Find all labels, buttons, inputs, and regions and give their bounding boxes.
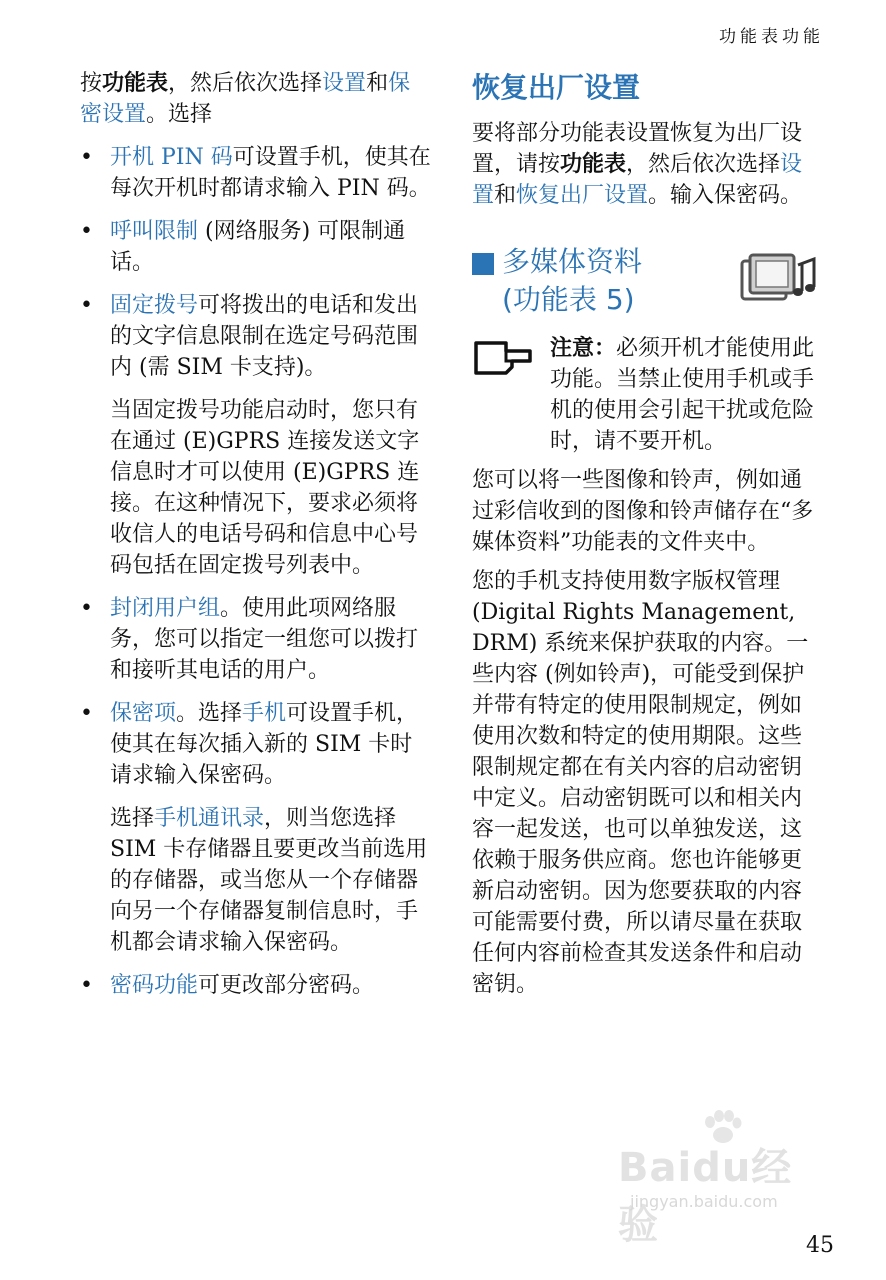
watermark-logo: Baidu经验: [618, 1145, 793, 1248]
menu-keyword: 功能表: [102, 70, 169, 96]
intro-paragraph: [80, 68, 432, 130]
note-text: [550, 333, 822, 457]
restore-paragraph: [472, 118, 822, 211]
restore-section-title: 恢复出厂设置: [472, 71, 641, 104]
security-level-text-2: 可设置手机，使其在每次插入新的 SIM 卡时请求输入保密码。: [110, 701, 419, 788]
security-settings-link[interactable]: 保密设置: [80, 71, 411, 127]
gallery-title: 多媒体资料: [502, 245, 643, 278]
list-item-pin: [80, 142, 432, 204]
pin-code-desc: 可设置手机，使其在每次开机时都请求输入 PIN 码。: [110, 145, 431, 201]
intro-text-4: 。选择: [146, 102, 213, 127]
gallery-paragraph-1: 您可以将一些图像和铃声，例如通过彩信收到的图像和铃声储存在“多媒体资料”功能表的文件夹中。: [472, 468, 814, 555]
call-barring-link[interactable]: 呼叫限制: [110, 219, 199, 244]
watermark-url: jingyan.baidu.com: [630, 1192, 778, 1211]
phone-contacts-link[interactable]: 手机通讯录: [154, 806, 265, 831]
security-note-text-2: ，则当您选择 SIM 卡存储器且要更改当前选用的存储器，或当您从一个存储器向另一个存储器复制信息时，手机都会请求输入保密码。: [110, 806, 428, 955]
gallery-paragraph-2: 您的手机支持使用数字版权管理 (Digital Rights Management, DRM) 系统来保护获取的内容。一些内容 (例如铃声)，可能受到保护并带有特定的使用限制规定，例如使用次数和特定的使用期限。这些限制规定都在有关内容的启动密钥中定义。启动密钥既可以和相关内容一起发送，也可以单独发送，这依赖于服务供应商。您也许能够更新启动密钥。因为您要获取的内容可能需要付费，所以请尽量在获取任何内容前检查其发送条件和启动密钥。: [472, 569, 809, 997]
intro-text-2: ，然后依次选择: [168, 71, 323, 96]
access-codes-desc: 可更改部分密码。: [198, 973, 375, 998]
restore-text-1: 要将部分功能表设置恢复为出厂设置，请按: [472, 121, 803, 177]
gallery-heading: [472, 247, 822, 325]
fixed-dialing-link[interactable]: 固定拨号: [110, 293, 199, 318]
call-barring-desc: (网络服务) 可限制通话。: [110, 219, 406, 275]
baidu-watermark: [618, 1136, 828, 1248]
fixed-dialing-desc: 可将拨出的电话和发出的文字信息限制在选定号码范围内 (需 SIM 卡支持)。: [110, 293, 419, 380]
note-box: [472, 333, 822, 457]
closed-user-group-desc: 。使用此项网络服务，您可以指定一组您可以拨打和接听其电话的用户。: [110, 596, 419, 683]
note-hand-icon: [472, 339, 534, 379]
left-column: [80, 68, 432, 1001]
note-body: 必须开机才能使用此功能。当禁止使用手机或手机的使用会引起干扰或危险时，请不要开机。: [550, 336, 815, 454]
access-codes-link[interactable]: 密码功能: [110, 973, 199, 998]
restore-text-4: 。输入保密码。: [648, 183, 803, 208]
page-number: 45: [806, 1233, 834, 1258]
restore-menu-keyword: 功能表: [560, 151, 627, 177]
phone-link[interactable]: 手机: [242, 701, 287, 726]
pin-code-link[interactable]: 开机 PIN 码: [110, 145, 233, 170]
security-options-list: [80, 142, 432, 1001]
security-level-text-1: 。选择: [176, 701, 243, 726]
security-level-note: [80, 803, 432, 958]
note-label: 注意：: [550, 335, 617, 361]
settings-link[interactable]: 设置: [322, 71, 367, 96]
multimedia-gallery-icon: [740, 251, 818, 303]
header-title: 功能表功能: [719, 27, 824, 47]
heading-square-marker: [472, 253, 494, 275]
closed-user-group-link[interactable]: 封闭用户组: [110, 596, 221, 621]
list-item-closed-user-group: [80, 593, 432, 686]
restore-text-3: 和: [494, 183, 517, 208]
restore-factory-link[interactable]: 恢复出厂设置: [516, 183, 649, 208]
list-item-security-level: [80, 698, 432, 791]
right-column: [472, 68, 822, 1000]
security-level-link[interactable]: 保密项: [110, 701, 177, 726]
list-item-fixed-dialing: [80, 290, 432, 383]
restore-settings-link[interactable]: 设置: [472, 152, 803, 208]
security-note-text-1: 选择: [110, 806, 155, 831]
list-item-access-codes: [80, 970, 432, 1001]
restore-text-2: ，然后依次选择: [626, 152, 781, 177]
gallery-menu-number: (功能表 5): [502, 283, 635, 316]
list-item-call-barring: [80, 216, 432, 278]
intro-text-3: 和: [366, 71, 389, 96]
fixed-dialing-note: 当固定拨号功能启动时，您只有在通过 (E)GPRS 连接发送文字信息时才可以使用 (E)GPRS 连接。在这种情况下，要求必须将收信人的电话号码和信息中心号码包括在固定拨号列表中。: [110, 398, 420, 578]
intro-text-1: 按: [80, 71, 103, 96]
